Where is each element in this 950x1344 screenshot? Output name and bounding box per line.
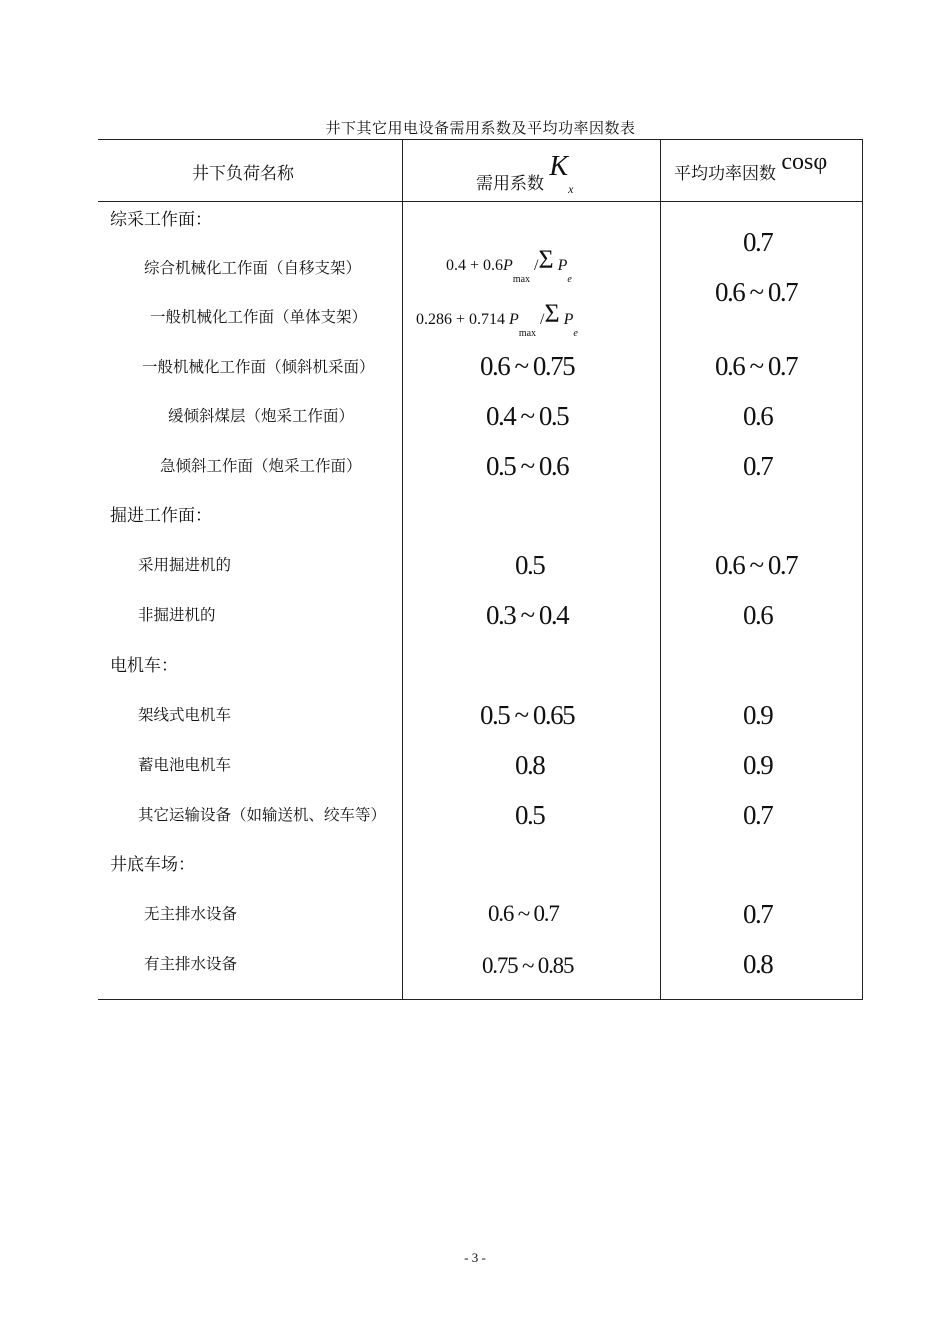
row-name: 一般机械化工作面（单体支架） [150, 308, 368, 326]
coefficient-table [98, 139, 863, 1000]
table-top-border [98, 139, 863, 140]
group-locomotive: 电机车： [110, 656, 178, 676]
row-cos: 0.6 ~ 0.7 [715, 277, 798, 307]
row-cos: 0.6 [743, 401, 773, 431]
row-cos: 0.7 [743, 800, 773, 830]
row-name: 一般机械化工作面（倾斜机采面） [142, 358, 375, 376]
row-name: 非掘进机的 [138, 606, 216, 624]
table-bottom-border [98, 999, 863, 1000]
header-power-factor [674, 149, 828, 186]
table-right-border [862, 139, 863, 1000]
page-number: - 3 - [464, 1250, 486, 1265]
column-divider-1 [402, 139, 403, 1000]
row-kx: 0.4 ~ 0.5 [486, 401, 569, 431]
row-name: 综合机械化工作面（自移支架） [144, 259, 362, 277]
header-demand-coefficient [476, 151, 574, 197]
row-name: 架线式电机车 [138, 706, 232, 724]
row-kx: 0.5 ~ 0.6 [486, 451, 569, 481]
row-name: 急倾斜工作面（炮采工作面） [160, 457, 362, 475]
cos-phi-symbol: cosφ [781, 149, 828, 175]
row-cos: 0.6 [743, 600, 773, 630]
kx-symbol: $K_x$ [549, 151, 574, 196]
row-cos: 0.9 [743, 700, 773, 730]
row-cos: 0.6 ~ 0.7 [715, 351, 798, 381]
row-kx: 0.5 ~ 0.65 [480, 700, 575, 730]
row-cos: 0.7 [743, 451, 773, 481]
row-cos: 0.9 [743, 750, 773, 780]
row-cos: 0.8 [743, 949, 773, 979]
row-name: 其它运输设备（如输送机、绞车等） [138, 806, 387, 824]
row-cos: 0.7 [743, 899, 773, 929]
group-shaft-bottom: 井底车场： [110, 855, 195, 875]
row-cos: 0.6 ~ 0.7 [715, 550, 798, 580]
formula-single-prop: 0.286 + 0.714 $P_{max}$ /Σ $P_e$ [416, 299, 578, 339]
row-kx: 0.6 ~ 0.7 [488, 901, 559, 926]
header-kx-label: 需用系数 [476, 174, 544, 194]
formula-self-moving-support: $0.4 + 0.6P_{max}$ /Σ $P_e$ [446, 245, 572, 285]
row-name: 采用掘进机的 [138, 556, 232, 574]
row-kx: 0.5 [515, 800, 545, 830]
row-name: 蓄电池电机车 [138, 756, 232, 774]
row-kx: 0.75 ~ 0.85 [482, 953, 574, 978]
row-name: 无主排水设备 [144, 905, 238, 923]
header-divider [98, 201, 863, 202]
row-kx: 0.8 [515, 750, 545, 780]
row-name: 缓倾斜煤层（炮采工作面） [168, 407, 355, 425]
row-kx: 0.3 ~ 0.4 [486, 600, 569, 630]
column-divider-2 [660, 139, 661, 1000]
group-heading-face: 掘进工作面： [110, 506, 212, 526]
row-kx: 0.6 ~ 0.75 [480, 351, 575, 381]
row-kx: 0.5 [515, 550, 545, 580]
header-load-name: 井下负荷名称 [192, 164, 294, 184]
header-cos-label: 平均功率因数 [674, 164, 776, 184]
group-fully-mechanized: 综采工作面： [110, 210, 212, 230]
row-cos: 0.7 [743, 227, 773, 257]
table-caption: 井下其它用电设备需用系数及平均功率因数表 [325, 119, 636, 137]
row-name: 有主排水设备 [144, 955, 238, 973]
